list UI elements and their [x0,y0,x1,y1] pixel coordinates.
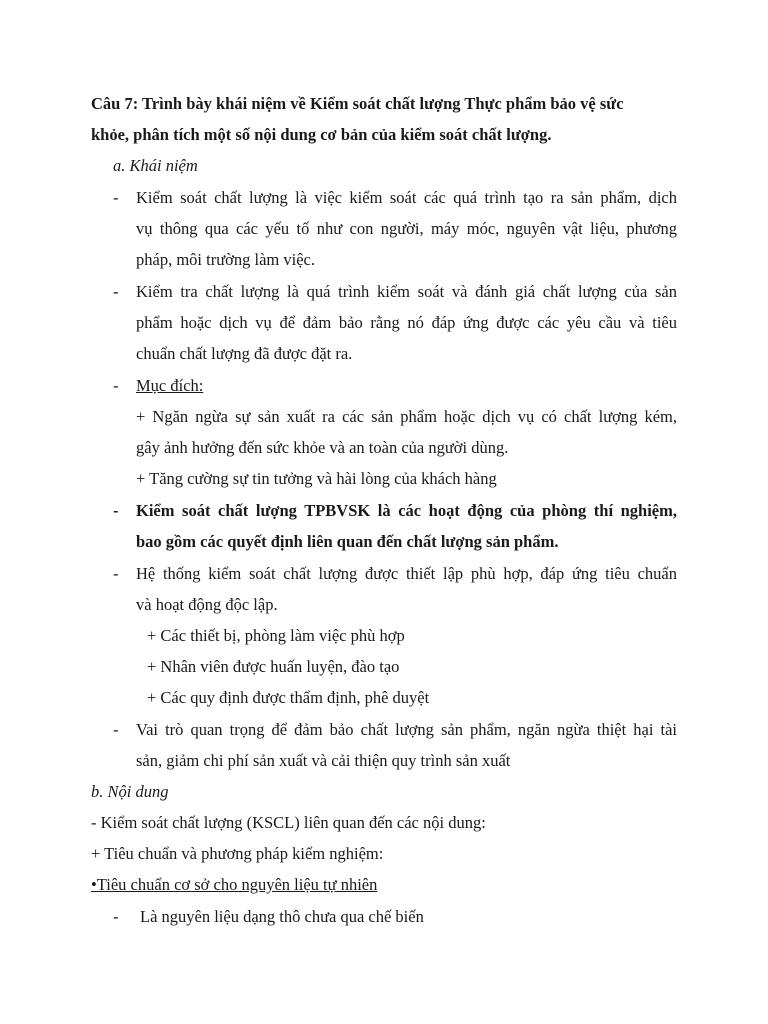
bullet-5-sub-3: + Các quy định được thẩm định, phê duyệt [147,688,430,707]
bullet-2-line-1: Kiểm tra chất lượng là quá trình kiểm soát và đánh giá chất lượng của sản [136,282,677,301]
bullet-marker: - [113,564,119,583]
section-b-line-2: + Tiêu chuẩn và phương pháp kiểm nghiệm: [91,844,384,863]
bullet-2-line-2: phẩm hoặc dịch vụ để đảm bảo rằng nó đáp ứng được các yêu cầu và tiêu [136,313,677,332]
question-title-line-1: Câu 7: Trình bày khái niệm về Kiểm soát chất lượng Thực phẩm bảo vệ sức [91,94,624,113]
bullet-marker: - [113,188,119,207]
bullet-1-line-2: vụ thông qua các yếu tố như con người, máy móc, nguyên vật liệu, phương [136,219,677,238]
bullet-4-line-2: bao gồm các quyết định liên quan đến chất lượng sản phẩm. [136,532,559,551]
section-b-subheading: •Tiêu chuẩn cơ sở cho nguyên liệu tự nhiên [91,875,378,894]
bullet-6-line-2: sản, giảm chi phí sản xuất và cải thiện quy trình sản xuất [136,751,511,770]
purpose-item-2: + Tăng cường sự tin tưởng và hài lòng của khách hàng [136,469,497,488]
bullet-2-line-3: chuẩn chất lượng đã được đặt ra. [136,344,353,363]
section-a-heading: a. Khái niệm [113,156,198,175]
section-b-bullet-text: Là nguyên liệu dạng thô chưa qua chế biến [140,907,424,926]
bullet-marker: - [113,501,119,520]
question-title-line-2: khỏe, phân tích một số nội dung cơ bản của kiểm soát chất lượng. [91,125,552,144]
bullet-1-line-1: Kiểm soát chất lượng là việc kiểm soát các quá trình tạo ra sản phẩm, dịch [136,188,677,207]
bullet-5-line-1: Hệ thống kiểm soát chất lượng được thiết lập phù hợp, đáp ứng tiêu chuẩn [136,564,677,583]
section-b-heading: b. Nội dung [91,782,169,801]
bullet-5-sub-2: + Nhân viên được huấn luyện, đào tạo [147,657,400,676]
bullet-6-line-1: Vai trò quan trọng để đảm bảo chất lượng sản phẩm, ngăn ngừa thiệt hại tài [136,720,677,739]
bullet-marker: - [113,907,119,926]
bullet-marker: - [113,282,119,301]
bullet-4-line-1: Kiểm soát chất lượng TPBVSK là các hoạt động của phòng thí nghiệm, [136,501,677,520]
purpose-item-1-line-2: gây ảnh hưởng đến sức khỏe và an toàn của người dùng. [136,438,509,457]
bullet-marker: - [113,376,119,395]
section-b-line-1: - Kiểm soát chất lượng (KSCL) liên quan đến các nội dung: [91,813,486,832]
purpose-label: Mục đích: [136,376,204,395]
bullet-1-line-3: pháp, môi trường làm việc. [136,250,315,269]
purpose-item-1-line-1: + Ngăn ngừa sự sản xuất ra các sản phẩm hoặc dịch vụ có chất lượng kém, [136,407,677,426]
bullet-5-sub-1: + Các thiết bị, phòng làm việc phù hợp [147,626,405,645]
bullet-5-line-2: và hoạt động độc lập. [136,595,278,614]
bullet-marker: - [113,720,119,739]
